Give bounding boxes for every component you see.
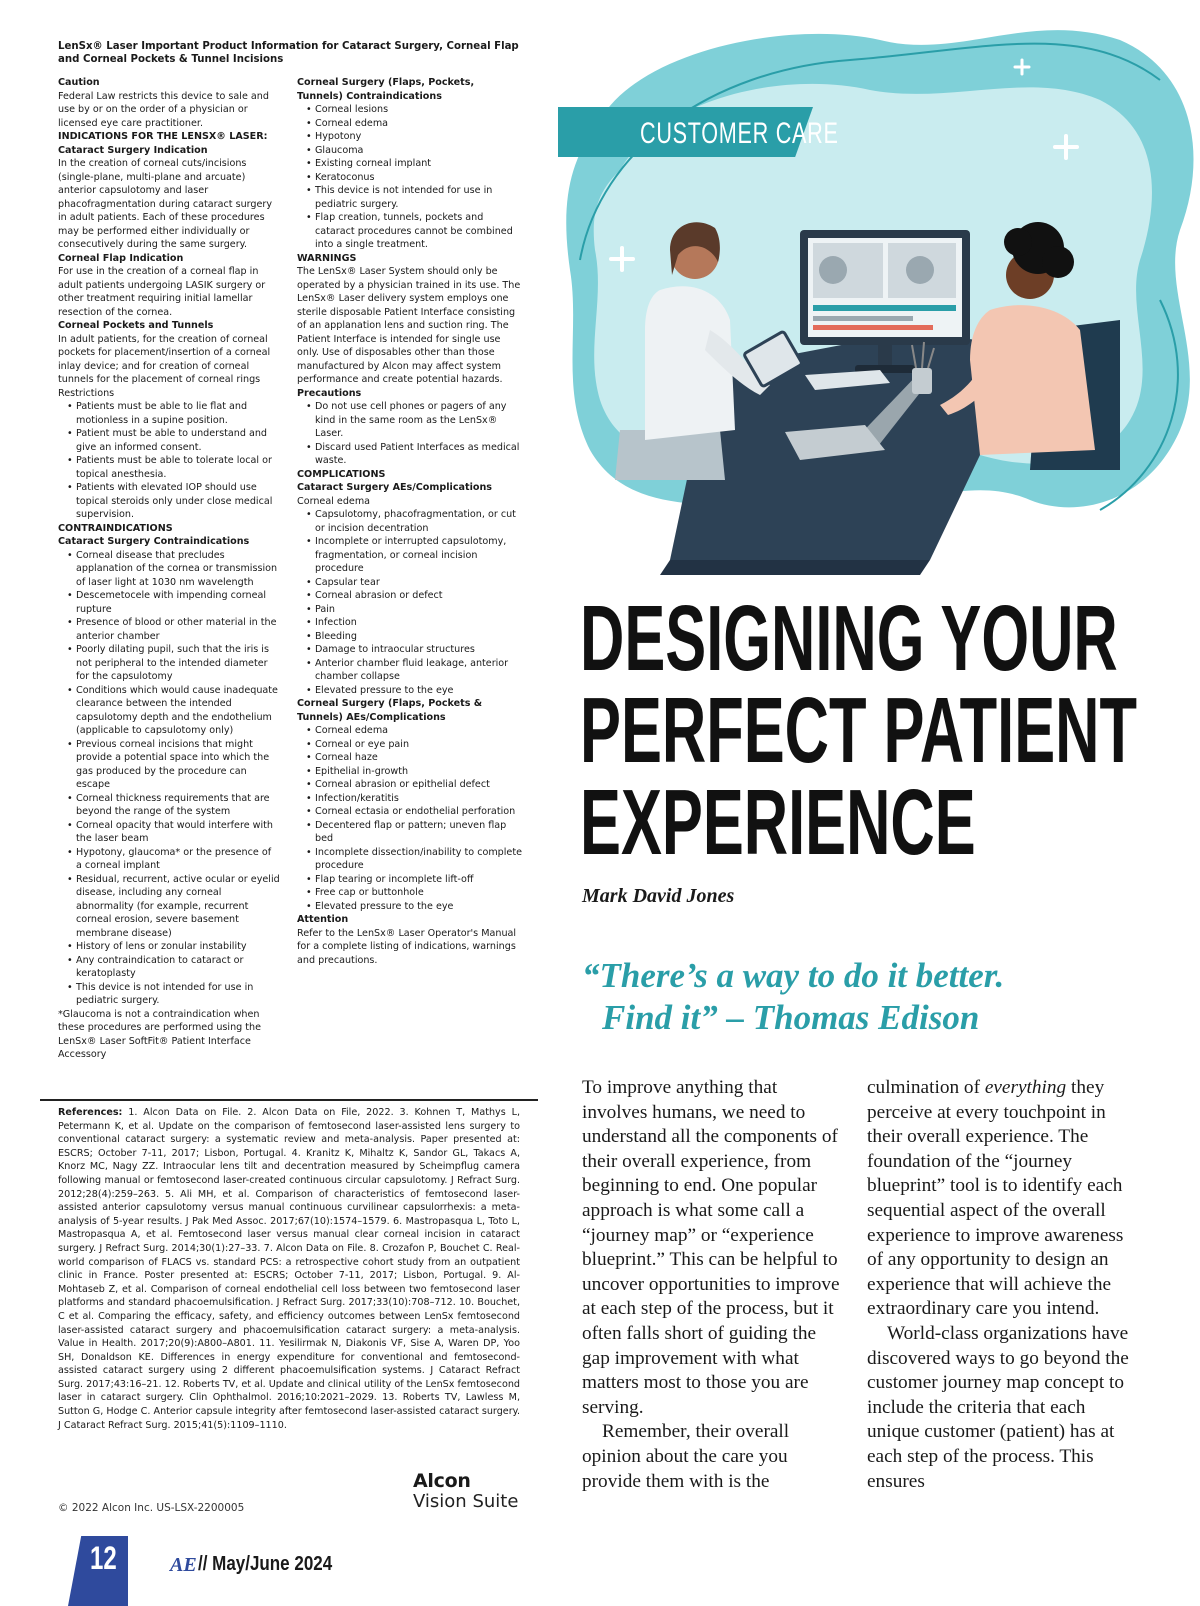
- references-label: References:: [58, 1107, 123, 1118]
- complications-heading: COMPLICATIONS: [297, 468, 386, 480]
- list-item: • Patients must be able to tolerate local or topical anesthesia.: [58, 454, 280, 481]
- caution-text: Federal Law restricts this device to sale and use by or on the order of a physician or licensed eye care practitioner.: [58, 90, 269, 129]
- product-info-title: LenSx® Laser Important Product Information for Cataract Surgery, Corneal Flap and Corneal Pockets & Tunnel Incisions: [58, 41, 519, 65]
- body-paragraph: World-class organizations have discovered ways to go beyond the customer journey map concept to include the criteria that each unique customer (patient) has at each step of the process. This ensures: [867, 1322, 1129, 1492]
- list-item: • Infection/keratitis: [297, 792, 522, 806]
- screen-bar-3: [813, 325, 933, 330]
- list-item: • Infection: [297, 616, 522, 630]
- precautions-list: [297, 400, 522, 468]
- warnings-text: The LenSx® Laser System should only be operated by a physician trained in its use. The LenSx® Laser delivery system employs one sterile disposable Patient Interface consisting of an applanation lens and suction ring. The Patient Interface is intended for single use only. Use of disposables other than those manufactured by Alcon may affect system performance and create potential hazards.: [297, 266, 521, 385]
- body-emphasis: everything: [984, 1077, 1067, 1098]
- quote-line-2: Find it” – Thomas Edison: [602, 998, 980, 1037]
- list-item: • Glaucoma: [297, 144, 522, 158]
- publication-logo: AE: [170, 1554, 197, 1576]
- product-info-column-2: [297, 76, 522, 967]
- monitor-stand: [878, 345, 892, 367]
- list-item: • Incomplete dissection/inability to complete procedure: [297, 846, 522, 873]
- headline-line: DESIGNING YOUR: [580, 586, 1118, 690]
- warnings-heading: WARNINGS: [297, 252, 357, 264]
- corneal-ae-heading: Corneal Surgery (Flaps, Pockets & Tunnels) AEs/Complications: [297, 698, 483, 723]
- list-item: • This device is not intended for use in pediatric surgery.: [297, 184, 522, 211]
- list-item: • Corneal haze: [297, 751, 522, 765]
- body-column-right: [867, 1076, 1137, 1494]
- list-item: • Elevated pressure to the eye: [297, 900, 522, 914]
- cataract-indication-heading: Cataract Surgery Indication: [58, 144, 208, 156]
- list-item: • Residual, recurrent, active ocular or eyelid disease, including any corneal abnormality (for example, recurrent corneal erosion, severe basement membrane disease): [58, 873, 280, 941]
- list-item: • Incomplete or interrupted capsulotomy, fragmentation, or corneal incision procedure: [297, 535, 522, 576]
- list-item: • Corneal opacity that would interfere with the laser beam: [58, 819, 280, 846]
- pen-cup: [912, 368, 932, 394]
- list-item: • Any contraindication to cataract or keratoplasty: [58, 954, 280, 981]
- references-text: 1. Alcon Data on File. 2. Alcon Data on File, 2022. 3. Kohnen T, Mathys L, Petermann K, et al. Update on the comparison of femtosecond laser-assisted lens surgery to conventional cataract surgery: a systematic review and meta-analysis. Paper presented at: ESCRS; October 7-11, 2017; Lisbon, Portugal. 4. Kranitz K, Mihaltz K, Sandor GL, Takacs A, Knorz MC, Nagy ZZ. Intraocular lens tilt and decentration measured by Scheimpflug camera following manual or femtosecond laser-created continuous circular capsulotomy. J Refract Surg. 2012;28(4):259–263. 5. Ali MH, et al. Comparison of characteristics of femtosecond laser-assisted anterior capsulotomy versus manual continuous curvilinear capsulorrhexis: a meta-analysis of 5-year results. J Pak Med Assoc. 2017;67(10):1574–1579. 6. Mastropasqua L, Toto L, Mastropasqua A, et al. Femtosecond laser versus manual clear corneal incision in cataract surgery. J Refract Surg. 2014;30(1):27–33. 7. Alcon Data on File. 8. Crozafon P, Bouchet C. Real-world comparison of FLACS vs. standard PCS: a retrospective cohort study from an outpatient clinic in France. Poster presented at: ESCRS; October 7-11, 2017; Lisbon, Portugal. 9. Al-Mohtaseb Z, et al. Comparison of corneal endothelial cell loss between two femtosecond laser platforms and standard phacoemulsification. J Refract Surg. 2017;33(10):708–712. 10. Bouchet, C et al. Comparing the efficacy, safety, and efficiency outcomes between LenSx femtosecond laser-assisted cataract surgery and phacoemulsification cataract surgery: a meta-analysis. Value in Health. 2017;20(9):A800–A801. 11. Yesilirmak N, Diakonis VF, Sise A, Waren DP, Yoo SH, Donaldson KE. Differences in energy expenditure for conventional and femtosecond-assisted cataract surgery using 2 different phacoemulsification systems. J Cataract Refract Surg. 2017;43:16–21. 12. Roberts TV, et al. Update and clinical utility of the LenSx femtosecond laser in cataract surgery. Clin Ophthalmol. 2016;10:2021–2029. 13. Roberts TV, Lawless M, Sutton G, Hodge C. Anterior capsule integrity after femtosecond laser-assisted cataract surgery. J Cataract Refract Surg. 2015;41(5):1109–1110.: [58, 1107, 520, 1431]
- list-item: • Flap creation, tunnels, pockets and cataract procedures cannot be combined into a single treatment.: [297, 211, 522, 252]
- desk-edge: [660, 560, 930, 575]
- byline: Mark David Jones: [582, 885, 735, 907]
- cataract-ae-list: [297, 508, 522, 697]
- list-item: • Descemetocele with impending corneal rupture: [58, 589, 280, 616]
- contraindications-heading: CONTRAINDICATIONS: [58, 522, 173, 534]
- cataract-indication-text: In the creation of corneal cuts/incisions (single-plane, multi-plane and arcuate) anterior capsulotomy and laser phacofragmentation during cataract surgery in adult patients. Each of these procedures may be performed either individually or consecutively during the same surgery.: [58, 158, 273, 250]
- list-item: • Pain: [297, 603, 522, 617]
- body-paragraph: Remember, their overall opinion about the care you provide them with is the: [582, 1421, 790, 1492]
- list-item: • Previous corneal incisions that might provide a potential space into which the gas produced by the procedure can escape: [58, 738, 280, 792]
- list-item: • Corneal ectasia or endothelial perforation: [297, 805, 522, 819]
- alcon-logo: [413, 1471, 518, 1512]
- references: [58, 1106, 520, 1432]
- list-item: • Existing corneal implant: [297, 157, 522, 171]
- pockets-text: In adult patients, for the creation of corneal pockets for placement/insertion of a corneal inlay device; and for creation of corneal tunnels for the placement of corneal rings: [58, 333, 271, 385]
- list-item: • Decentered flap or pattern; uneven flap bed: [297, 819, 522, 846]
- section-label: CUSTOMER CARE: [640, 117, 839, 150]
- list-item: • Elevated pressure to the eye: [297, 684, 522, 698]
- list-item: • Corneal disease that precludes applanation of the cornea or transmission of laser light at 1030 nm wavelength: [58, 549, 280, 590]
- list-item: • Patient must be able to understand and give an informed consent.: [58, 427, 280, 454]
- list-item: • Hypotony, glaucoma* or the presence of a corneal implant: [58, 846, 280, 873]
- list-item: • Patients must be able to lie flat and motionless in a supine position.: [58, 400, 280, 427]
- glaucoma-footnote: *Glaucoma is not a contraindication when these procedures are performed using the LenSx® Laser SoftFit® Patient Interface Accessory: [58, 1008, 262, 1060]
- headline-line: EXPERIENCE: [580, 770, 976, 874]
- screen-bar: [813, 305, 956, 311]
- corneal-contra-heading: Corneal Surgery (Flaps, Pockets, Tunnels) Contraindications: [297, 77, 475, 102]
- list-item: • Anterior chamber fluid leakage, anterior chamber collapse: [297, 657, 522, 684]
- restrictions-heading: Restrictions: [58, 387, 115, 399]
- headline: [580, 586, 1137, 874]
- corneal-ae-list: [297, 724, 522, 913]
- brand-sub: Vision Suite: [413, 1491, 519, 1512]
- doctor-chair: [615, 430, 725, 480]
- references-divider: [40, 1099, 538, 1101]
- cataract-ae-first: Corneal edema: [297, 495, 371, 507]
- body-text: culmination of: [867, 1077, 985, 1098]
- list-item: • Corneal abrasion or defect: [297, 589, 522, 603]
- cataract-contra-list: [58, 549, 280, 1008]
- list-item: • Patients with elevated IOP should use topical steroids only under close medical supervision.: [58, 481, 280, 522]
- list-item: • Corneal edema: [297, 724, 522, 738]
- caution-heading: Caution: [58, 77, 100, 88]
- eye-scan-2: [906, 256, 934, 284]
- headline-line: PERFECT PATIENT: [580, 678, 1137, 782]
- eye-scan: [819, 256, 847, 284]
- list-item: • Conditions which would cause inadequate clearance between the intended capsulotomy depth and the endothelium (applicable to capsulotomy only): [58, 684, 280, 738]
- list-item: • Bleeding: [297, 630, 522, 644]
- flap-indication-heading: Corneal Flap Indication: [58, 252, 184, 264]
- product-info-column-1: [58, 76, 280, 1062]
- list-item: • Keratoconus: [297, 171, 522, 185]
- pull-quote: [582, 955, 1182, 1039]
- quote-line-1: “There’s a way to do it better.: [582, 956, 1005, 995]
- screen-bar-2: [813, 316, 913, 321]
- list-item: • Corneal thickness requirements that are beyond the range of the system: [58, 792, 280, 819]
- precautions-heading: Precautions: [297, 387, 362, 399]
- cataract-contra-heading: Cataract Surgery Contraindications: [58, 536, 250, 547]
- list-item: • Do not use cell phones or pagers of any kind in the same room as the LenSx® Laser.: [297, 400, 522, 441]
- issue-date: // May/June 2024: [198, 1553, 333, 1575]
- list-item: • Discard used Patient Interfaces as medical waste.: [297, 441, 522, 468]
- list-item: • Corneal edema: [297, 117, 522, 131]
- body-paragraph: To improve anything that involves humans, we need to understand all the components of their overall experience, from beginning to end. One popular approach is what some call a “journey map” or “experience blueprint.” This can be helpful to uncover opportunities to improve at each step of the process, but it often falls short of guiding the gap improvement with what matters most to those you are serving.: [582, 1077, 840, 1418]
- corneal-contra-list: [297, 103, 522, 252]
- body-text: they perceive at every touchpoint in their overall experience. The foundation of the “journey blueprint” tool is to identify each sequential aspect of the overall experience to improve awareness of any opportunity to design an experience that will achieve the extraordinary care you intend.: [867, 1077, 1124, 1320]
- list-item: • Corneal abrasion or epithelial defect: [297, 778, 522, 792]
- list-item: • Poorly dilating pupil, such that the iris is not peripheral to the intended diameter for the capsulotomy: [58, 643, 280, 684]
- cataract-ae-heading: Cataract Surgery AEs/Complications: [297, 482, 492, 493]
- list-item: • History of lens or zonular instability: [58, 940, 280, 954]
- attention-heading: Attention: [297, 914, 349, 925]
- list-item: • Epithelial in-growth: [297, 765, 522, 779]
- brand-name: Alcon: [413, 1470, 471, 1492]
- indications-heading: INDICATIONS FOR THE LENSX® LASER:: [58, 131, 268, 142]
- list-item: • Capsulotomy, phacofragmentation, or cut or incision decentration: [297, 508, 522, 535]
- list-item: • Damage to intraocular structures: [297, 643, 522, 657]
- list-item: • Free cap or buttonhole: [297, 886, 522, 900]
- list-item: • Corneal lesions: [297, 103, 522, 117]
- attention-text: Refer to the LenSx® Laser Operator's Manual for a complete listing of indications, warnings and precautions.: [297, 927, 517, 966]
- body-column-left: [582, 1076, 847, 1494]
- copyright: © 2022 Alcon Inc. US-LSX-2200005: [58, 1502, 245, 1514]
- list-item: • Presence of blood or other material in the anterior chamber: [58, 616, 280, 643]
- page-number: 12: [90, 1540, 117, 1576]
- list-item: • Hypotony: [297, 130, 522, 144]
- customer-care-illustration: [560, 0, 1200, 580]
- pockets-heading: Corneal Pockets and Tunnels: [58, 320, 214, 331]
- list-item: • Corneal or eye pain: [297, 738, 522, 752]
- list-item: • This device is not intended for use in pediatric surgery.: [58, 981, 280, 1008]
- restrictions-list: [58, 400, 280, 522]
- flap-indication-text: For use in the creation of a corneal flap in adult patients undergoing LASIK surgery or other treatment requiring initial lamellar resection of the cornea.: [58, 266, 266, 318]
- body-paragraph: [867, 1076, 1137, 1322]
- list-item: • Capsular tear: [297, 576, 522, 590]
- list-item: • Flap tearing or incomplete lift-off: [297, 873, 522, 887]
